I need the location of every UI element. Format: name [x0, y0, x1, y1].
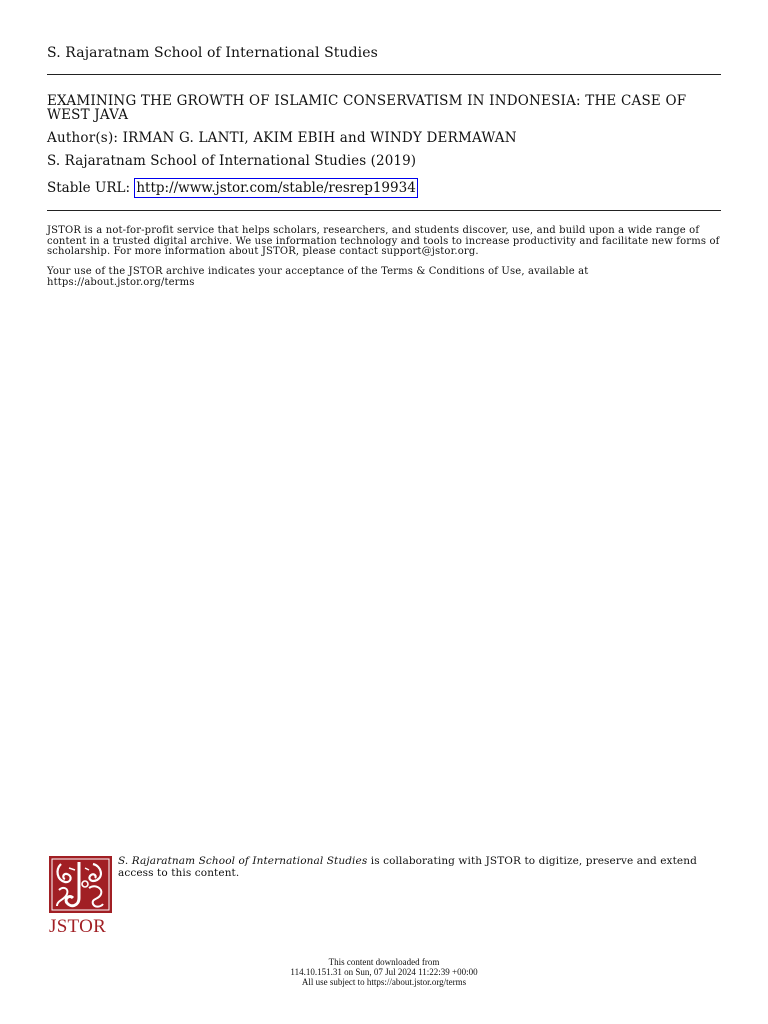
bottom-divider: [47, 210, 721, 211]
download-footer: [0, 957, 768, 987]
top-divider: [47, 74, 721, 75]
footer-line-terms: All use subject to https://about.jstor.org/terms: [301, 977, 467, 987]
publisher-header: S. Rajaratnam School of International Studies: [47, 45, 378, 61]
article-authors: Author(s): IRMAN G. LANTI, AKIM EBIH and WINDY DERMAWAN: [47, 130, 517, 146]
article-title: EXAMINING THE GROWTH OF ISLAMIC CONSERVATISM IN INDONESIA: THE CASE OF WEST JAVA: [47, 93, 687, 123]
jstor-wordmark: JSTOR: [49, 916, 107, 937]
stable-url-link[interactable]: http://www.jstor.com/stable/resrep19934: [136, 180, 416, 196]
stable-url-line: [47, 180, 418, 196]
jstor-logo: [49, 856, 115, 936]
footer-line-ip-date: 114.10.151.31 on Sun, 07 Jul 2024 11:22:39 +00:00: [290, 967, 478, 977]
terms-notice-paragraph: Your use of the JSTOR archive indicates your acceptance of the Terms & Conditions of Use, available at https://about.jstor.org/terms: [47, 266, 589, 288]
collaboration-partner: S. Rajaratnam School of International Studies: [118, 855, 368, 867]
footer-line-downloaded: This content downloaded from: [328, 957, 440, 967]
article-source: S. Rajaratnam School of International Studies (2019): [47, 153, 417, 169]
collaboration-text: is collaborating with JSTOR to digitize, preserve and extend access to this content.: [118, 855, 697, 879]
jstor-notice-paragraph: JSTOR is a not-for-profit service that helps scholars, researchers, and students discover, use, and build upon a wide range of content in a trusted digital archive. We use information technology and tools to increase productivity and facilitate new forms of scholarship. For more information about JSTOR, please contact support@jstor.org.: [47, 225, 720, 257]
stable-url-label: Stable URL:: [47, 180, 131, 196]
jstor-emblem-icon: [49, 856, 112, 913]
collaboration-statement: [118, 855, 718, 879]
